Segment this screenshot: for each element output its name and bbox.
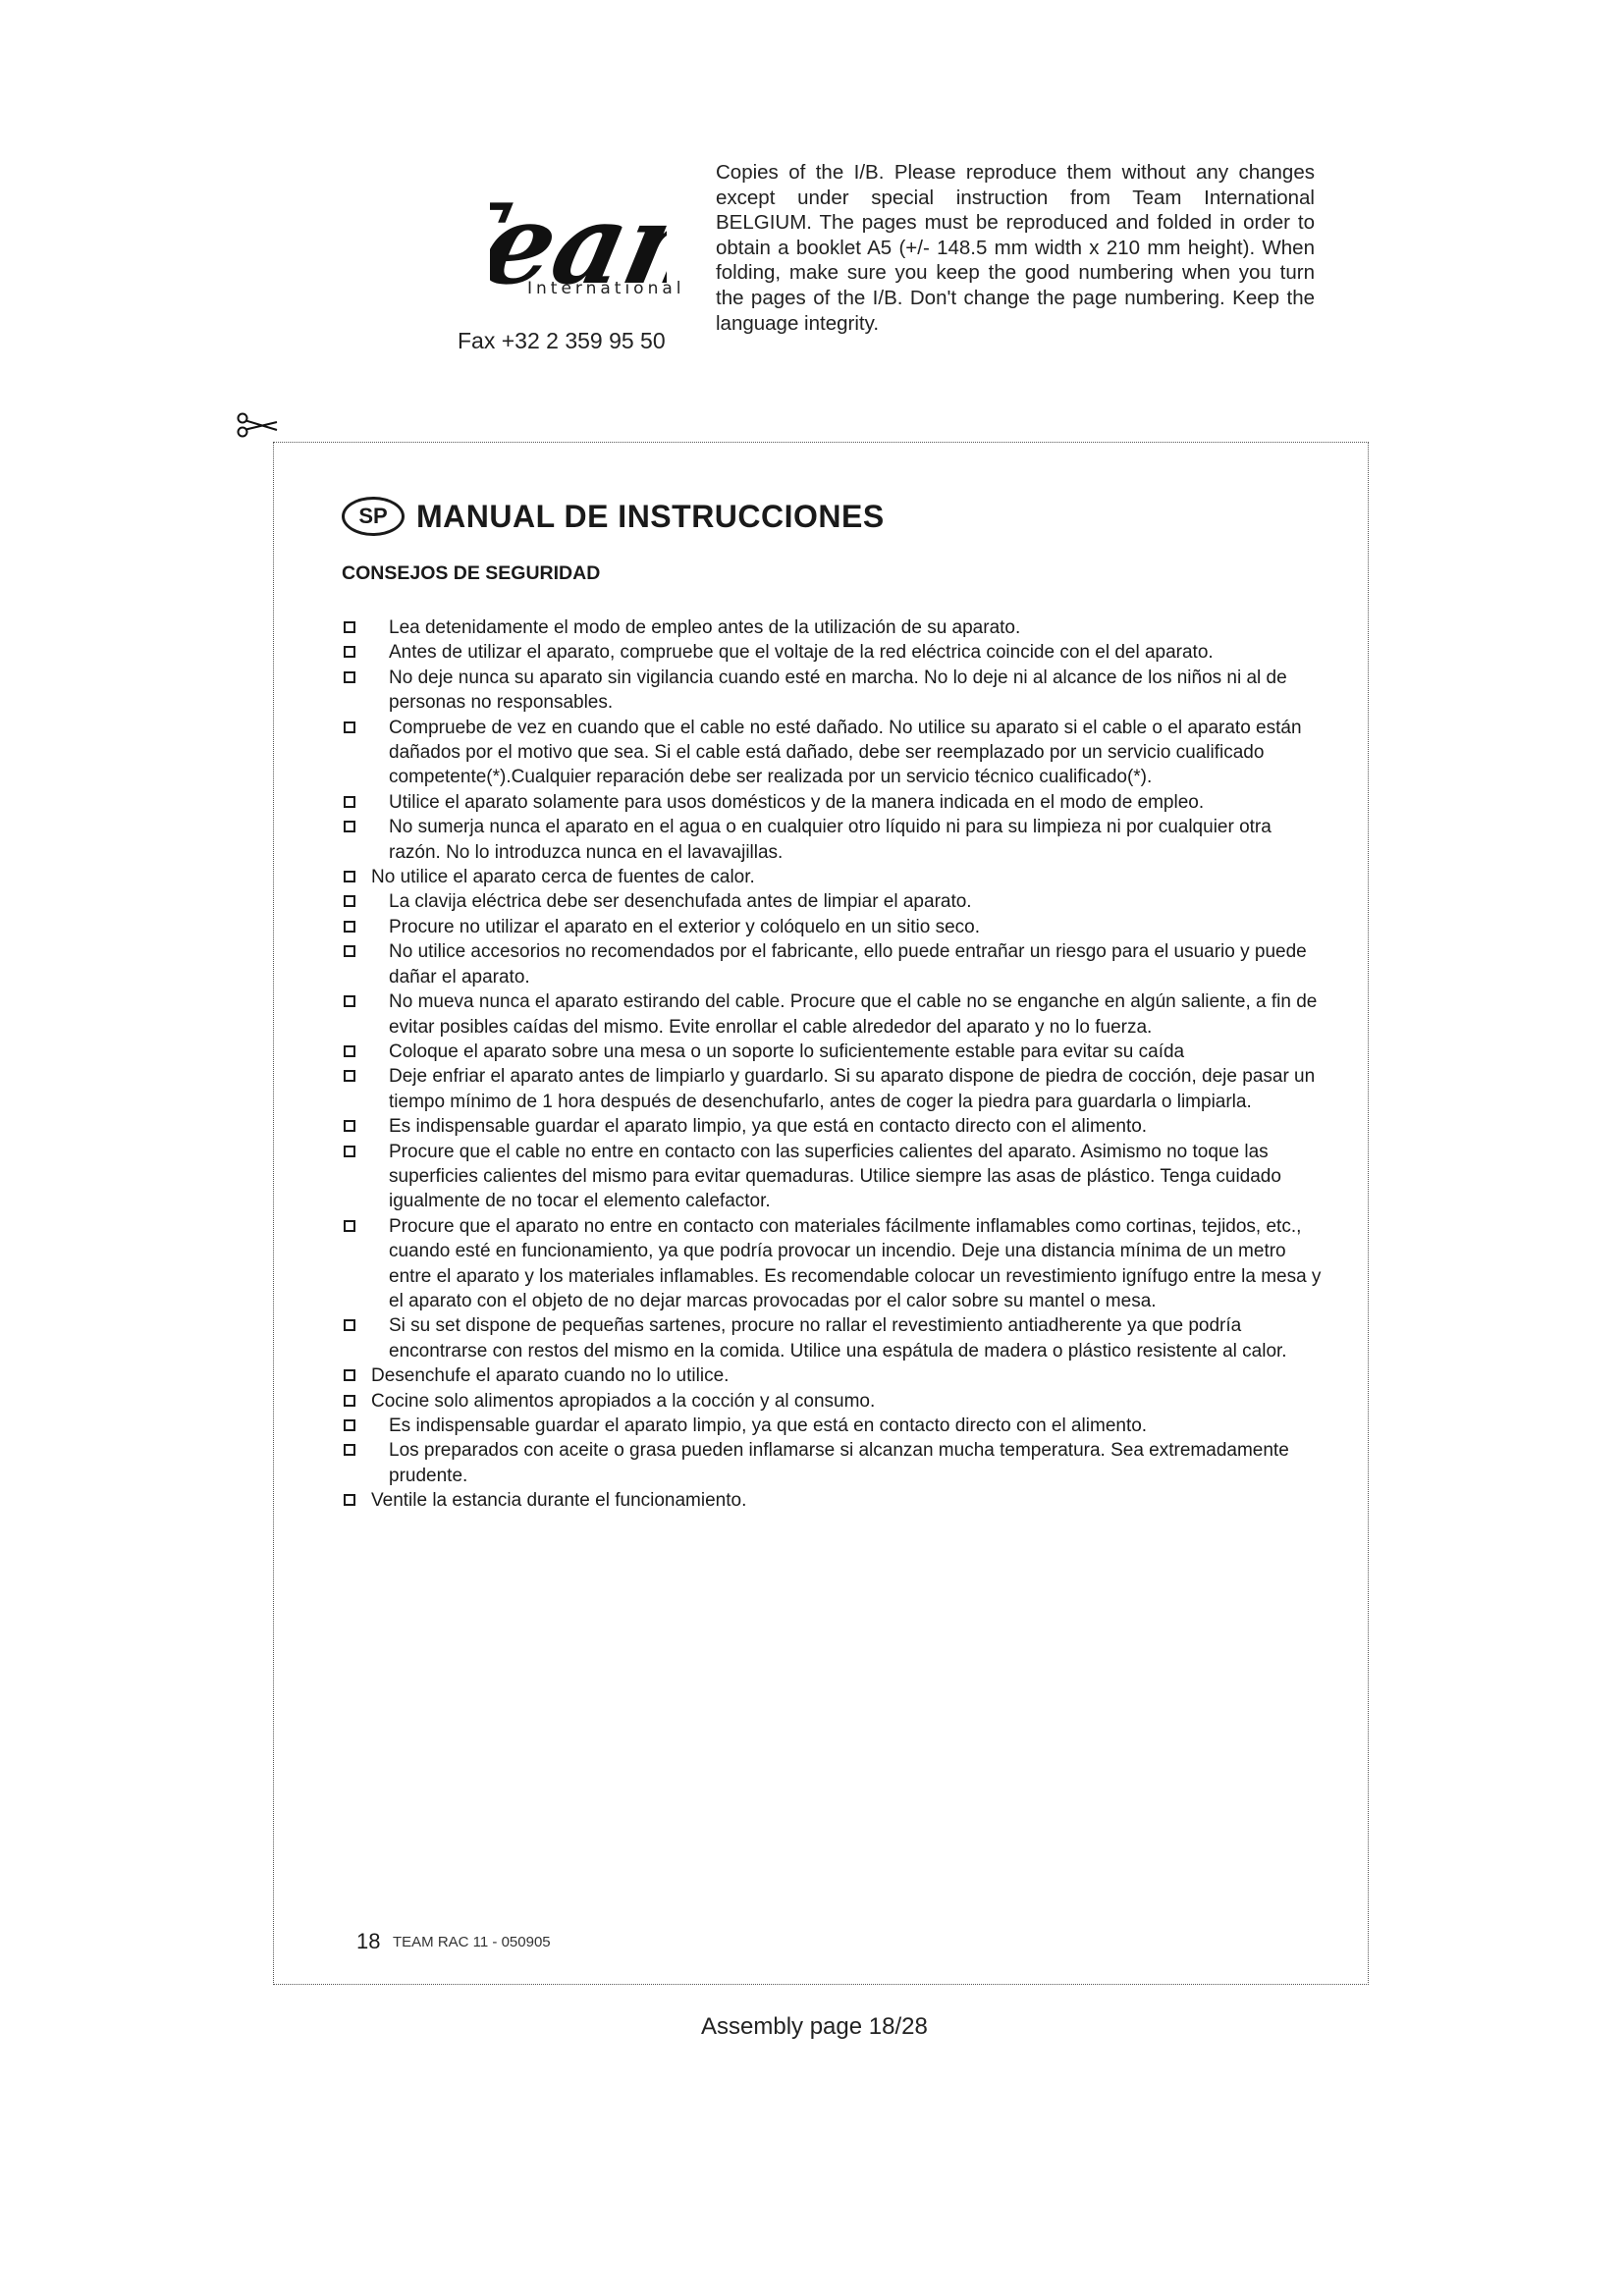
list-item — [342, 989, 1324, 1040]
list-item — [342, 1114, 1324, 1139]
list-item-text: Procure que el aparato no entre en contacto con materiales fácilmente inflamables como cortinas, tejidos, etc., cuando esté en funcionamiento, ya que podría provocar un incendio. Deje una distancia mínima de un metro entre el aparato y los materiales inflamables. Es recomendable colocar un revestimiento ignífugo entre la mesa y el aparato con el objeto de no dejar marcas provocadas por el calor sobre su mantel o mesa. — [389, 1215, 1322, 1311]
checkbox-icon — [344, 1369, 355, 1381]
list-item-text: Los preparados con aceite o grasa pueden inflamarse si alcanzan mucha temperatura. Sea extremadamente prudente. — [389, 1440, 1289, 1486]
list-item-text: Si su set dispone de pequeñas sartenes, procure no rallar el revestimiento antiadherente ya que podría encontrarse con restos del mismo en la comida. Utilice una espátula de madera o plástico resistente al calor. — [389, 1315, 1287, 1362]
list-item — [342, 865, 1324, 889]
checkbox-icon — [344, 895, 355, 907]
reproduction-notice: Copies of the I/B. Please reproduce them without any changes except under special instruction from Team International BELGIUM. The pages must be reproduced and folded in order to obtain a booklet A5 (+/- 148.5 mm width x 210 mm height). When folding, make sure you keep the good numbering when you turn the pages of the I/B. Don't change the page numbering. Keep the language integrity. — [716, 161, 1315, 335]
list-item-text: No mueva nunca el aparato estirando del cable. Procure que el cable no se enganche en algún saliente, a fin de evitar posibles caídas del mismo. Evite enrollar el cable alrededor del aparato y no lo fuerza. — [389, 991, 1318, 1038]
list-item-text: Procure que el cable no entre en contacto con las superficies calientes del aparato. Asimismo no toque las superficies calientes del mismo para evitar quemaduras. Utilice siempre las asas de plástico. Tenga cuidado igualmente de no tocar el elemento calefactor. — [389, 1141, 1281, 1212]
logo-text: Team — [490, 180, 667, 304]
logo-subtext: International — [527, 279, 685, 298]
checkbox-icon — [344, 1419, 355, 1431]
list-item — [342, 666, 1324, 716]
list-item-text: Es indispensable guardar el aparato limpio, ya que está en contacto directo con el alimento. — [389, 1415, 1148, 1436]
checkbox-icon — [344, 1444, 355, 1456]
checkbox-icon — [344, 1494, 355, 1506]
checkbox-icon — [344, 1045, 355, 1057]
checkbox-icon — [344, 995, 355, 1007]
list-item — [342, 815, 1324, 865]
model-code: TEAM RAC 11 - 050905 — [393, 1934, 551, 1950]
language-badge: SP — [342, 497, 405, 536]
list-item — [342, 1313, 1324, 1363]
list-item-text: Cocine solo alimentos apropiados a la cocción y al consumo. — [371, 1390, 876, 1412]
checkbox-icon — [344, 621, 355, 633]
list-item-text: Lea detenidamente el modo de empleo antes de la utilización de su aparato. — [389, 617, 1021, 638]
list-item-text: No utilice el aparato cerca de fuentes de calor. — [371, 867, 755, 888]
list-item-text: Coloque el aparato sobre una mesa o un soporte lo suficientemente estable para evitar su caída — [389, 1041, 1185, 1062]
manual-title-row — [342, 494, 885, 539]
checkbox-icon — [344, 1146, 355, 1157]
list-item — [342, 1214, 1324, 1314]
list-item — [342, 1389, 1324, 1414]
list-item — [342, 915, 1324, 939]
list-item-text: Desenchufe el aparato cuando no lo utilice. — [371, 1365, 730, 1387]
list-item-text: Ventile la estancia durante el funcionamiento. — [371, 1490, 747, 1512]
page-number: 18 — [356, 1929, 381, 1953]
list-item — [342, 1140, 1324, 1214]
checkbox-icon — [344, 1220, 355, 1232]
list-item-text: La clavija eléctrica debe ser desenchufada antes de limpiar el aparato. — [389, 891, 972, 913]
list-item-text: Antes de utilizar el aparato, compruebe que el voltaje de la red eléctrica coincide con el del aparato. — [389, 642, 1214, 664]
checkbox-icon — [344, 671, 355, 683]
list-item-text: Procure no utilizar el aparato en el exterior y colóquelo en un sitio seco. — [389, 916, 981, 937]
list-item-text: Utilice el aparato solamente para usos domésticos y de la manera indicada en el modo de empleo. — [389, 791, 1205, 813]
checkbox-icon — [344, 1395, 355, 1407]
checkbox-icon — [344, 796, 355, 808]
checkbox-icon — [344, 871, 355, 882]
list-item — [342, 716, 1324, 790]
scissors-icon — [236, 410, 279, 440]
list-item — [342, 889, 1324, 914]
checkbox-icon — [344, 1070, 355, 1082]
checkbox-icon — [344, 945, 355, 957]
list-item — [342, 1414, 1324, 1438]
list-item-text: No deje nunca su aparato sin vigilancia cuando esté en marcha. No lo deje ni al alcance de los niños ni al de personas no responsables. — [389, 667, 1287, 714]
checkbox-icon — [344, 646, 355, 658]
list-item — [342, 640, 1324, 665]
fax-number: Fax +32 2 359 95 50 — [458, 328, 666, 353]
list-item — [342, 1040, 1324, 1064]
checkbox-icon — [344, 1319, 355, 1331]
list-item-text: Es indispensable guardar el aparato limpio, ya que está en contacto directo con el alimento. — [389, 1116, 1148, 1138]
checkbox-icon — [344, 721, 355, 733]
safety-list — [342, 615, 1324, 1514]
list-item-text: Compruebe de vez en cuando que el cable no esté dañado. No utilice su aparato si el cable o el aparato están dañados por el motivo que sea. Si el cable está dañado, debe ser reemplazado por un servicio cualificado competente(*).Cualquier reparación debe ser realizada por un servicio técnico cualificado(*). — [389, 717, 1302, 788]
list-item — [342, 790, 1324, 815]
list-item — [342, 1064, 1324, 1114]
list-item-text: No utilice accesorios no recomendados por el fabricante, ello puede entrañar un riesgo para el usuario y puede dañar el aparato. — [389, 941, 1307, 988]
checkbox-icon — [344, 821, 355, 832]
team-logo — [447, 157, 685, 353]
list-item — [342, 615, 1324, 640]
checkbox-icon — [344, 1120, 355, 1132]
list-item — [342, 1488, 1324, 1513]
list-item-text: No sumerja nunca el aparato en el agua o en cualquier otro líquido ni para su limpieza ni por cualquier otra razón. No lo introduzca nunca en el lavavajillas. — [389, 817, 1272, 863]
list-item — [342, 1363, 1324, 1388]
section-title: CONSEJOS DE SEGURIDAD — [342, 562, 601, 584]
assembly-page-label: Assembly page 18/28 — [701, 2013, 928, 2040]
checkbox-icon — [344, 921, 355, 933]
list-item — [342, 939, 1324, 989]
list-item — [342, 1438, 1324, 1488]
list-item-text: Deje enfriar el aparato antes de limpiarlo y guardarlo. Si su aparato dispone de piedra de cocción, deje pasar un tiempo mínimo de 1 hora después de desenchufarlo, antes de coger la piedra para guardarla o limpiarla. — [389, 1066, 1316, 1112]
manual-title: MANUAL DE INSTRUCCIONES — [416, 498, 885, 534]
